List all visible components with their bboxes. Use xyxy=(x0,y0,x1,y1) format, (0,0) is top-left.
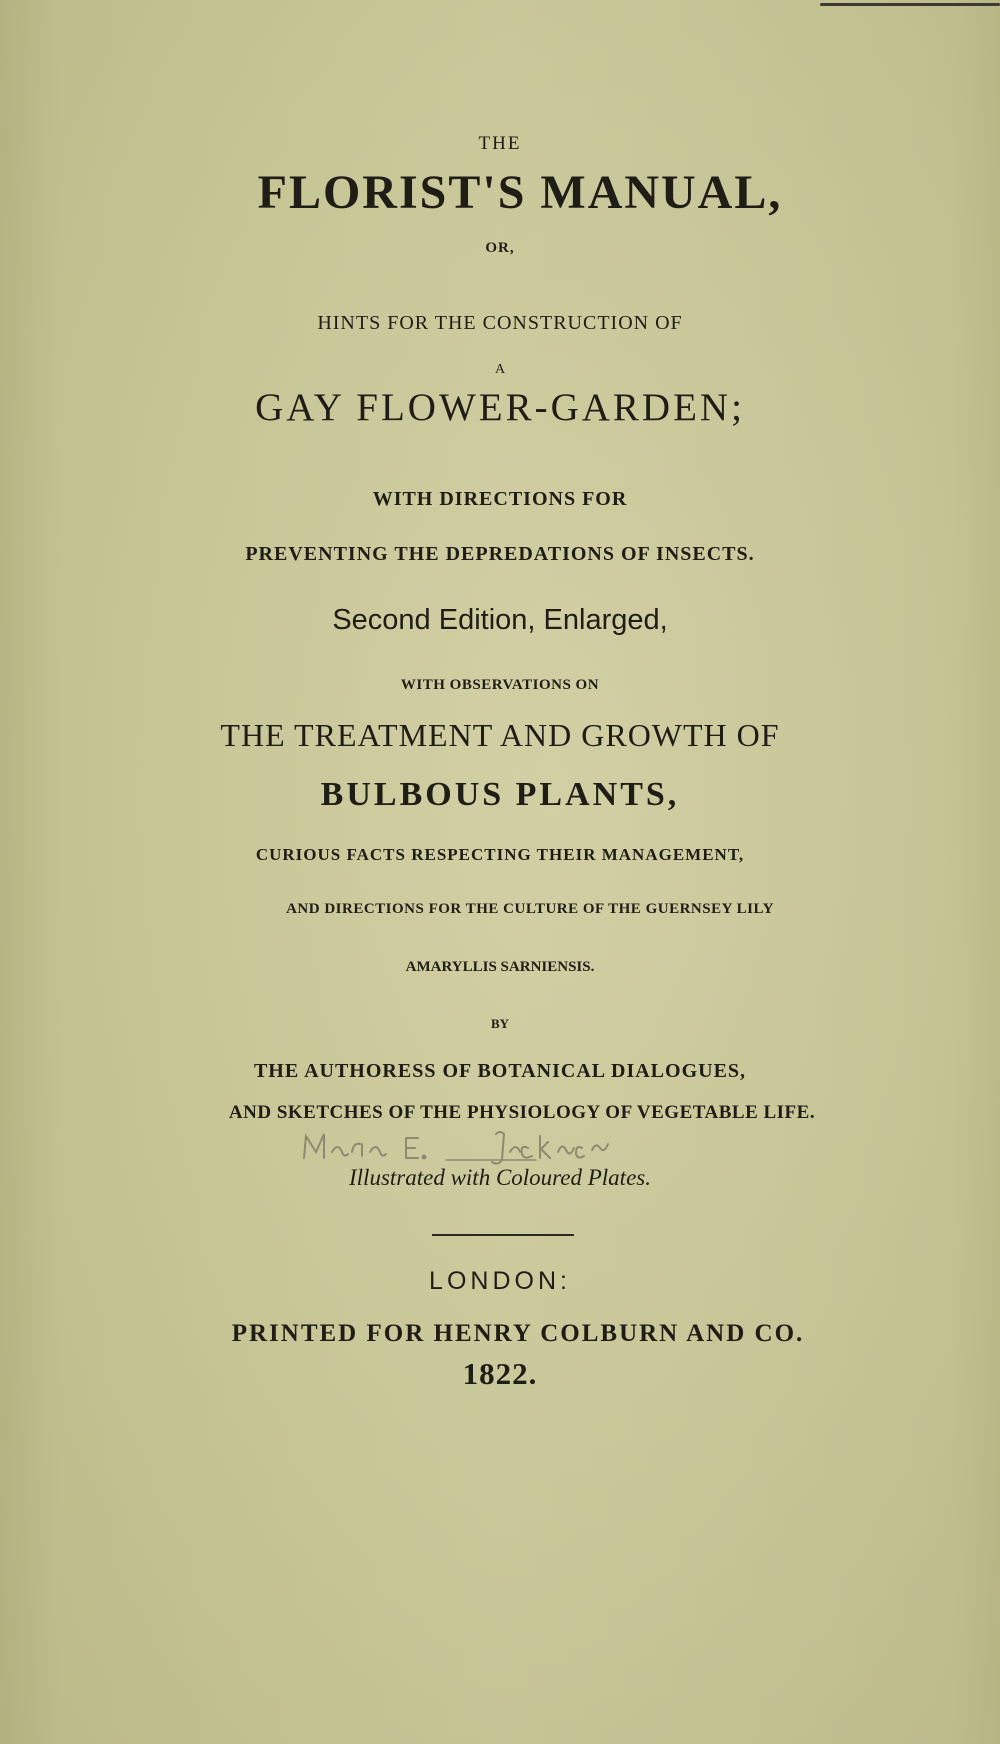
treatment-line: THE TREATMENT AND GROWTH OF xyxy=(220,717,780,753)
title-the: THE xyxy=(478,133,522,154)
with-directions-line: WITH DIRECTIONS FOR xyxy=(372,488,628,510)
curious-facts-line: CURIOUS FACTS RESPECTING THEIR MANAGEMENT, xyxy=(255,845,745,864)
amaryllis-line: AMARYLLIS SARNIENSIS. xyxy=(405,959,595,975)
divider-rule xyxy=(432,1234,574,1236)
imprint-year: 1822. xyxy=(462,1356,538,1391)
preventing-line: PREVENTING THE DEPREDATIONS OF INSECTS. xyxy=(245,543,755,565)
guernsey-lily-line: AND DIRECTIONS FOR THE CULTURE OF THE GUERNSEY LILY xyxy=(286,901,774,917)
imprint-printer: PRINTED FOR HENRY COLBURN AND CO. xyxy=(231,1320,805,1347)
title-or: OR, xyxy=(485,240,515,256)
sketches-line: AND SKETCHES OF THE PHYSIOLOGY OF VEGETABLE LIFE. xyxy=(228,1102,816,1123)
edition-line: Second Edition, Enlarged, xyxy=(332,604,668,636)
main-title: FLORIST'S MANUAL, xyxy=(257,166,783,219)
imprint-london: LONDON: xyxy=(429,1267,571,1295)
top-edge-mark xyxy=(820,3,1000,6)
subtitle-gay-flower-garden: GAY FLOWER-GARDEN; xyxy=(255,386,745,429)
bulbous-plants-line: BULBOUS PLANTS, xyxy=(320,776,680,813)
with-observations-line: WITH OBSERVATIONS ON xyxy=(400,677,600,693)
subtitle-article: A xyxy=(494,362,506,377)
handwritten-signature xyxy=(296,1122,656,1168)
authoress-line: THE AUTHORESS OF BOTANICAL DIALOGUES, xyxy=(253,1060,747,1082)
subtitle-hints: HINTS FOR THE CONSTRUCTION OF xyxy=(317,312,683,334)
illustrated-line: Illustrated with Coloured Plates. xyxy=(349,1165,651,1190)
by-line: BY xyxy=(490,1016,510,1031)
